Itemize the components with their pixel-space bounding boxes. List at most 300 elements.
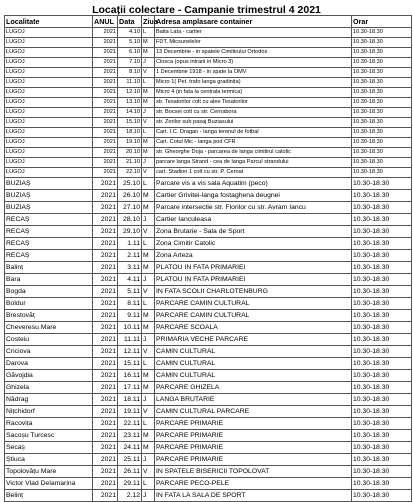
cell-adresa: LANGA BRUTARIE bbox=[155, 394, 352, 406]
table-row bbox=[5, 250, 412, 262]
cell-data: 29.10 bbox=[118, 226, 142, 238]
cell-orar: 10.30-18.30 bbox=[352, 442, 412, 454]
cell-adresa: CAMIN CULTURAL bbox=[155, 370, 352, 382]
cell-orar: 10.30-18.30 bbox=[352, 490, 412, 502]
cell-data: 2.12 bbox=[118, 490, 142, 502]
cell-data: 3.11 bbox=[118, 262, 142, 274]
cell-anul: 2021 bbox=[93, 478, 118, 490]
cell-ziua: J bbox=[142, 58, 155, 68]
cell-localitate: RECAȘ bbox=[5, 214, 93, 226]
cell-data: 26.11 bbox=[118, 466, 142, 478]
cell-data: 21.10 bbox=[118, 158, 142, 168]
cell-orar: 10.30-18.30 bbox=[352, 238, 412, 250]
cell-data: 8.10 bbox=[118, 68, 142, 78]
cell-ziua: J bbox=[142, 454, 155, 466]
cell-anul: 2021 bbox=[93, 358, 118, 370]
cell-data: 16.11 bbox=[118, 370, 142, 382]
cell-localitate: Brestovăț bbox=[5, 310, 93, 322]
cell-anul: 2021 bbox=[93, 190, 118, 202]
table-row bbox=[5, 490, 412, 502]
table-row bbox=[5, 28, 412, 38]
collection-schedule-table bbox=[4, 15, 412, 502]
table-row bbox=[5, 190, 412, 202]
cell-orar: 10.30-18.30 bbox=[352, 168, 412, 178]
cell-data: 19.11 bbox=[118, 406, 142, 418]
cell-adresa: Cartier Ianculeasa bbox=[155, 214, 352, 226]
cell-adresa: 13 Decembrie - in spatele Cimitirului Ortodox bbox=[155, 48, 352, 58]
table-row bbox=[5, 334, 412, 346]
table-row bbox=[5, 466, 412, 478]
cell-localitate: Darova bbox=[5, 358, 93, 370]
cell-orar: 10.30-18.30 bbox=[352, 202, 412, 214]
cell-anul: 2021 bbox=[93, 346, 118, 358]
cell-orar: 10.30-18.30 bbox=[352, 68, 412, 78]
cell-orar: 10.30-18.30 bbox=[352, 158, 412, 168]
cell-localitate: Victor Vlad Delamarina bbox=[5, 478, 93, 490]
table-row bbox=[5, 128, 412, 138]
cell-data: 8.11 bbox=[118, 298, 142, 310]
header-ziua: Ziua bbox=[143, 17, 158, 26]
cell-localitate: Belinț bbox=[5, 490, 93, 502]
cell-adresa: FDT, Micsunelelor bbox=[155, 38, 352, 48]
cell-anul: 2021 bbox=[93, 28, 118, 38]
cell-adresa: Closca (opus intrarii in Micro 3) bbox=[155, 58, 352, 68]
cell-localitate: Secaș bbox=[5, 442, 93, 454]
table-row bbox=[5, 274, 412, 286]
cell-orar: 10.30-18.30 bbox=[352, 250, 412, 262]
cell-adresa: PLATOU IN FATA PRIMARIEI bbox=[155, 274, 352, 286]
cell-data: 28.10 bbox=[118, 214, 142, 226]
cell-localitate: Nițchidorf bbox=[5, 406, 93, 418]
cell-adresa: str. Tesatorilor colt cu alee Tesatorilor bbox=[155, 98, 352, 108]
cell-orar: 10.30-18.30 bbox=[352, 148, 412, 158]
table-row bbox=[5, 98, 412, 108]
cell-anul: 2021 bbox=[93, 298, 118, 310]
cell-localitate: LUGOJ bbox=[5, 78, 93, 88]
table-row bbox=[5, 382, 412, 394]
cell-ziua: M bbox=[142, 250, 155, 262]
cell-data: 4.10 bbox=[118, 28, 142, 38]
cell-localitate: BUZIAȘ bbox=[5, 190, 93, 202]
cell-adresa: str. Bocsei colt cu str. Cernabora bbox=[155, 108, 352, 118]
cell-data: 19.10 bbox=[118, 138, 142, 148]
cell-adresa: Micro 4 (in fata la centrala termica) bbox=[155, 88, 352, 98]
cell-data: 14.10 bbox=[118, 108, 142, 118]
cell-orar: 10.30-18.30 bbox=[352, 286, 412, 298]
cell-ziua: M bbox=[142, 310, 155, 322]
cell-anul: 2021 bbox=[93, 286, 118, 298]
cell-orar: 10.30-18.30 bbox=[352, 214, 412, 226]
cell-orar: 10.30-18.30 bbox=[352, 38, 412, 48]
cell-anul: 2021 bbox=[93, 148, 118, 158]
cell-orar: 10.30-18.30 bbox=[352, 88, 412, 98]
cell-adresa: PARCARE PRIMARIE bbox=[155, 454, 352, 466]
cell-anul: 2021 bbox=[93, 214, 118, 226]
cell-ziua: L bbox=[142, 28, 155, 38]
table-row bbox=[5, 310, 412, 322]
cell-orar: 10.30-18.30 bbox=[352, 78, 412, 88]
cell-localitate: LUGOJ bbox=[5, 38, 93, 48]
cell-orar: 10.30-18.30 bbox=[352, 334, 412, 346]
cell-ziua: L bbox=[142, 178, 155, 190]
cell-anul: 2021 bbox=[93, 78, 118, 88]
cell-orar: 10.30-18.30 bbox=[352, 394, 412, 406]
table-header-row bbox=[5, 16, 412, 28]
cell-data: 13.10 bbox=[118, 98, 142, 108]
header-anul: ANUL bbox=[93, 16, 118, 28]
table-row bbox=[5, 48, 412, 58]
table-row bbox=[5, 322, 412, 334]
cell-localitate: LUGOJ bbox=[5, 108, 93, 118]
cell-localitate: LUGOJ bbox=[5, 148, 93, 158]
cell-adresa: Zona Arteza bbox=[155, 250, 352, 262]
cell-orar: 10.30-18.30 bbox=[352, 98, 412, 108]
page-title: Locații colectare - Campanie trimestrul 4 2021 bbox=[92, 4, 321, 16]
cell-adresa: Baita Lata - cartier bbox=[155, 28, 352, 38]
cell-data: 5.10 bbox=[118, 38, 142, 48]
cell-orar: 10.30-18.30 bbox=[352, 48, 412, 58]
cell-orar: 10.30-18.30 bbox=[352, 346, 412, 358]
cell-localitate: Costeiu bbox=[5, 334, 93, 346]
table-row bbox=[5, 108, 412, 118]
cell-ziua: M bbox=[142, 48, 155, 58]
cell-anul: 2021 bbox=[93, 370, 118, 382]
cell-anul: 2021 bbox=[93, 454, 118, 466]
cell-adresa: PARCARE PECO-PELE bbox=[155, 478, 352, 490]
cell-anul: 2021 bbox=[93, 138, 118, 148]
cell-adresa: CAMIN CULTURAL bbox=[155, 346, 352, 358]
cell-ziua: L bbox=[142, 238, 155, 250]
cell-data: 5.11 bbox=[118, 286, 142, 298]
cell-anul: 2021 bbox=[93, 394, 118, 406]
cell-adresa: PLATOU IN FATA PRIMARIEI bbox=[155, 262, 352, 274]
cell-localitate: RECAȘ bbox=[5, 250, 93, 262]
table-row bbox=[5, 442, 412, 454]
cell-orar: 10.30-18.30 bbox=[352, 418, 412, 430]
cell-orar: 10.30-18.30 bbox=[352, 58, 412, 68]
cell-localitate: LUGOJ bbox=[5, 68, 93, 78]
cell-anul: 2021 bbox=[93, 262, 118, 274]
cell-data: 17.11 bbox=[118, 382, 142, 394]
table-row bbox=[5, 38, 412, 48]
cell-ziua: L bbox=[142, 78, 155, 88]
cell-localitate: LUGOJ bbox=[5, 118, 93, 128]
cell-localitate: BUZIAȘ bbox=[5, 178, 93, 190]
cell-ziua: M bbox=[142, 262, 155, 274]
cell-localitate: LUGOJ bbox=[5, 158, 93, 168]
cell-ziua: V bbox=[142, 168, 155, 178]
cell-localitate: Nădrag bbox=[5, 394, 93, 406]
cell-anul: 2021 bbox=[93, 158, 118, 168]
table-row bbox=[5, 68, 412, 78]
table-row bbox=[5, 214, 412, 226]
cell-ziua: M bbox=[142, 98, 155, 108]
cell-adresa: 1 Decembrie 1918 - in spate la OMV bbox=[155, 68, 352, 78]
cell-adresa: PARCARE SCOALA bbox=[155, 322, 352, 334]
cell-ziua: M bbox=[142, 138, 155, 148]
cell-anul: 2021 bbox=[93, 442, 118, 454]
table-row bbox=[5, 148, 412, 158]
cell-anul: 2021 bbox=[93, 322, 118, 334]
cell-localitate: Topolovățu Mare bbox=[5, 466, 93, 478]
header-adresa: Adresa amplasare container bbox=[155, 16, 352, 28]
cell-orar: 10.30-18.30 bbox=[352, 274, 412, 286]
cell-orar: 10.30-18.30 bbox=[352, 226, 412, 238]
cell-anul: 2021 bbox=[93, 310, 118, 322]
cell-adresa: Cart. Cotul Mic - langa pod CFR bbox=[155, 138, 352, 148]
cell-data: 26.10 bbox=[118, 190, 142, 202]
cell-adresa: str. Gheorghe Doja - parcarea de langa cimitirul catolic bbox=[155, 148, 352, 158]
cell-localitate: Ghizela bbox=[5, 382, 93, 394]
cell-data: 22.11 bbox=[118, 418, 142, 430]
cell-localitate: Știuca bbox=[5, 454, 93, 466]
cell-data: 1.11 bbox=[118, 238, 142, 250]
table-row bbox=[5, 202, 412, 214]
cell-localitate: Bogda bbox=[5, 286, 93, 298]
cell-anul: 2021 bbox=[93, 68, 118, 78]
cell-data: 12.11 bbox=[118, 346, 142, 358]
cell-orar: 10.30-18.30 bbox=[352, 466, 412, 478]
cell-data: 11.10 bbox=[118, 78, 142, 88]
cell-data: 9.11 bbox=[118, 310, 142, 322]
table-row bbox=[5, 178, 412, 190]
table-row bbox=[5, 168, 412, 178]
cell-adresa: Micro 1( Pet. trafo langa gradinita) bbox=[155, 78, 352, 88]
table-row bbox=[5, 78, 412, 88]
cell-data: 15.11 bbox=[118, 358, 142, 370]
table-row bbox=[5, 358, 412, 370]
cell-data: 29.11 bbox=[118, 478, 142, 490]
cell-data: 2.11 bbox=[118, 250, 142, 262]
cell-adresa: Cartier Grivitei-langa fostaghena deugnei bbox=[155, 190, 352, 202]
cell-ziua: J bbox=[142, 274, 155, 286]
cell-data: 6.10 bbox=[118, 48, 142, 58]
cell-adresa: PARCARE CAMIN CULTURAL bbox=[155, 310, 352, 322]
cell-anul: 2021 bbox=[93, 178, 118, 190]
cell-anul: 2021 bbox=[93, 128, 118, 138]
cell-orar: 10.30-18.30 bbox=[352, 430, 412, 442]
cell-adresa: CAMIN CULTURAL bbox=[155, 358, 352, 370]
cell-adresa: PARCARE CAMIN CULTURAL bbox=[155, 298, 352, 310]
cell-anul: 2021 bbox=[93, 168, 118, 178]
cell-ziua: V bbox=[142, 346, 155, 358]
cell-ziua: L bbox=[142, 478, 155, 490]
table-row bbox=[5, 286, 412, 298]
cell-adresa: PARCARE PRIMARIE bbox=[155, 430, 352, 442]
cell-orar: 10.30-18.30 bbox=[352, 406, 412, 418]
cell-data: 24.11 bbox=[118, 442, 142, 454]
cell-anul: 2021 bbox=[93, 108, 118, 118]
table-row bbox=[5, 418, 412, 430]
table-row bbox=[5, 118, 412, 128]
cell-anul: 2021 bbox=[93, 88, 118, 98]
cell-orar: 10.30-18.30 bbox=[352, 478, 412, 490]
cell-data: 4.11 bbox=[118, 274, 142, 286]
cell-orar: 10.30-18.30 bbox=[352, 358, 412, 370]
cell-adresa: str. Zorilor sub pasaj Buziasului bbox=[155, 118, 352, 128]
cell-ziua: V bbox=[142, 226, 155, 238]
cell-ziua: M bbox=[142, 382, 155, 394]
table-row bbox=[5, 138, 412, 148]
cell-data: 25.10 bbox=[118, 178, 142, 190]
cell-data: 23.11 bbox=[118, 430, 142, 442]
cell-data: 12.10 bbox=[118, 88, 142, 98]
cell-anul: 2021 bbox=[93, 334, 118, 346]
table-row bbox=[5, 226, 412, 238]
cell-adresa: PARCARE PRIMARIE bbox=[155, 418, 352, 430]
cell-anul: 2021 bbox=[93, 98, 118, 108]
cell-anul: 2021 bbox=[93, 48, 118, 58]
cell-localitate: BUZIAȘ bbox=[5, 202, 93, 214]
cell-ziua: V bbox=[142, 118, 155, 128]
cell-anul: 2021 bbox=[93, 274, 118, 286]
cell-ziua: M bbox=[142, 370, 155, 382]
cell-ziua: L bbox=[142, 128, 155, 138]
cell-adresa: PARCARE PRIMARIE bbox=[155, 442, 352, 454]
cell-anul: 2021 bbox=[93, 418, 118, 430]
cell-data: 15.10 bbox=[118, 118, 142, 128]
cell-adresa: cart. Stadion 1 colt cu str. P. Cernat bbox=[155, 168, 352, 178]
cell-data: 11.11 bbox=[118, 334, 142, 346]
cell-ziua: V bbox=[142, 406, 155, 418]
cell-ziua: M bbox=[142, 202, 155, 214]
cell-anul: 2021 bbox=[93, 238, 118, 250]
cell-ziua: M bbox=[142, 442, 155, 454]
cell-ziua: M bbox=[142, 190, 155, 202]
cell-adresa: PARCARE GHIZELA bbox=[155, 382, 352, 394]
cell-ziua: L bbox=[142, 358, 155, 370]
cell-localitate: LUGOJ bbox=[5, 58, 93, 68]
cell-ziua: M bbox=[142, 38, 155, 48]
cell-ziua: M bbox=[142, 88, 155, 98]
cell-orar: 10.30-18.30 bbox=[352, 108, 412, 118]
cell-ziua: L bbox=[142, 298, 155, 310]
cell-adresa: parcare langa Strand - cea de langa Parcul strandului bbox=[155, 158, 352, 168]
table-row bbox=[5, 370, 412, 382]
cell-orar: 10.30-18.30 bbox=[352, 190, 412, 202]
cell-data: 25.11 bbox=[118, 454, 142, 466]
cell-orar: 10.30-18.30 bbox=[352, 298, 412, 310]
table-row bbox=[5, 346, 412, 358]
cell-orar: 10.30-18.30 bbox=[352, 382, 412, 394]
cell-orar: 10.30-18.30 bbox=[352, 28, 412, 38]
cell-anul: 2021 bbox=[93, 226, 118, 238]
cell-ziua: J bbox=[142, 334, 155, 346]
cell-ziua: V bbox=[142, 68, 155, 78]
cell-ziua: M bbox=[142, 322, 155, 334]
cell-localitate: LUGOJ bbox=[5, 28, 93, 38]
cell-adresa: Parcare vis a vis sala Aquatim (peco) bbox=[155, 178, 352, 190]
cell-localitate: Sacoșu Turcesc bbox=[5, 430, 93, 442]
cell-orar: 10.30-18.30 bbox=[352, 262, 412, 274]
table-row bbox=[5, 478, 412, 490]
cell-data: 18.10 bbox=[118, 128, 142, 138]
table-row bbox=[5, 430, 412, 442]
cell-anul: 2021 bbox=[93, 202, 118, 214]
cell-orar: 10.30-18.30 bbox=[352, 178, 412, 190]
cell-ziua: J bbox=[142, 108, 155, 118]
cell-adresa: Parcare intersectie str. Florilor cu str. Avram Iancu bbox=[155, 202, 352, 214]
cell-localitate: LUGOJ bbox=[5, 48, 93, 58]
cell-localitate: Găvojdia bbox=[5, 370, 93, 382]
cell-adresa: CAMIN CULTURAL PARCARE bbox=[155, 406, 352, 418]
cell-data: 22.10 bbox=[118, 168, 142, 178]
cell-anul: 2021 bbox=[93, 58, 118, 68]
cell-localitate: Balinț bbox=[5, 262, 93, 274]
cell-localitate: LUGOJ bbox=[5, 168, 93, 178]
cell-anul: 2021 bbox=[93, 38, 118, 48]
cell-ziua: J bbox=[142, 158, 155, 168]
cell-localitate: RECAȘ bbox=[5, 238, 93, 250]
table-row bbox=[5, 394, 412, 406]
table-row bbox=[5, 88, 412, 98]
cell-ziua: J bbox=[142, 490, 155, 502]
cell-orar: 10.30-18.30 bbox=[352, 310, 412, 322]
cell-adresa: PRIMARIA VECHE PARCARE bbox=[155, 334, 352, 346]
cell-localitate: Bara bbox=[5, 274, 93, 286]
cell-ziua: J bbox=[142, 394, 155, 406]
cell-anul: 2021 bbox=[93, 490, 118, 502]
cell-adresa: Zona Brutarie - Sala de Sport bbox=[155, 226, 352, 238]
cell-adresa: IN FATA LA SALA DE SPORT bbox=[155, 490, 352, 502]
cell-localitate: RECAȘ bbox=[5, 226, 93, 238]
cell-ziua: J bbox=[142, 214, 155, 226]
header-data: Data bbox=[118, 16, 142, 28]
cell-localitate: LUGOJ bbox=[5, 88, 93, 98]
cell-data: 10.11 bbox=[118, 322, 142, 334]
cell-anul: 2021 bbox=[93, 118, 118, 128]
cell-data: 7.10 bbox=[118, 58, 142, 68]
cell-ziua: V bbox=[142, 286, 155, 298]
table-row bbox=[5, 58, 412, 68]
cell-adresa: IN FATA SCOLII CHARLOTENBURG bbox=[155, 286, 352, 298]
cell-localitate: Cheveresu Mare bbox=[5, 322, 93, 334]
cell-localitate: LUGOJ bbox=[5, 98, 93, 108]
cell-anul: 2021 bbox=[93, 250, 118, 262]
table-row bbox=[5, 298, 412, 310]
cell-adresa: Zona Cimitir Catolic bbox=[155, 238, 352, 250]
table-row bbox=[5, 406, 412, 418]
table-row bbox=[5, 158, 412, 168]
cell-localitate: Boldur bbox=[5, 298, 93, 310]
cell-localitate: Racovița bbox=[5, 418, 93, 430]
cell-data: 27.10 bbox=[118, 202, 142, 214]
cell-ziua: V bbox=[142, 466, 155, 478]
cell-ziua: M bbox=[142, 430, 155, 442]
cell-adresa: Cart. I.C. Dragan - langa terenul de fotbal bbox=[155, 128, 352, 138]
header-orar: Orar bbox=[352, 16, 412, 28]
cell-data: 18.11 bbox=[118, 394, 142, 406]
cell-orar: 10.30-18.30 bbox=[352, 138, 412, 148]
cell-anul: 2021 bbox=[93, 430, 118, 442]
header-localitate: Localitate bbox=[5, 16, 93, 28]
cell-localitate: LUGOJ bbox=[5, 128, 93, 138]
cell-orar: 10.30-18.30 bbox=[352, 322, 412, 334]
table-row bbox=[5, 262, 412, 274]
cell-adresa: IN SPATELE BISERICII TOPOLOVAT bbox=[155, 466, 352, 478]
cell-data: 20.10 bbox=[118, 148, 142, 158]
cell-orar: 10.30-18.30 bbox=[352, 118, 412, 128]
cell-localitate: Criciova bbox=[5, 346, 93, 358]
cell-orar: 10.30-18.30 bbox=[352, 454, 412, 466]
cell-anul: 2021 bbox=[93, 466, 118, 478]
cell-localitate: LUGOJ bbox=[5, 138, 93, 148]
cell-orar: 10.30-18.30 bbox=[352, 128, 412, 138]
cell-anul: 2021 bbox=[93, 406, 118, 418]
cell-ziua: M bbox=[142, 148, 155, 158]
table-row bbox=[5, 454, 412, 466]
cell-anul: 2021 bbox=[93, 382, 118, 394]
